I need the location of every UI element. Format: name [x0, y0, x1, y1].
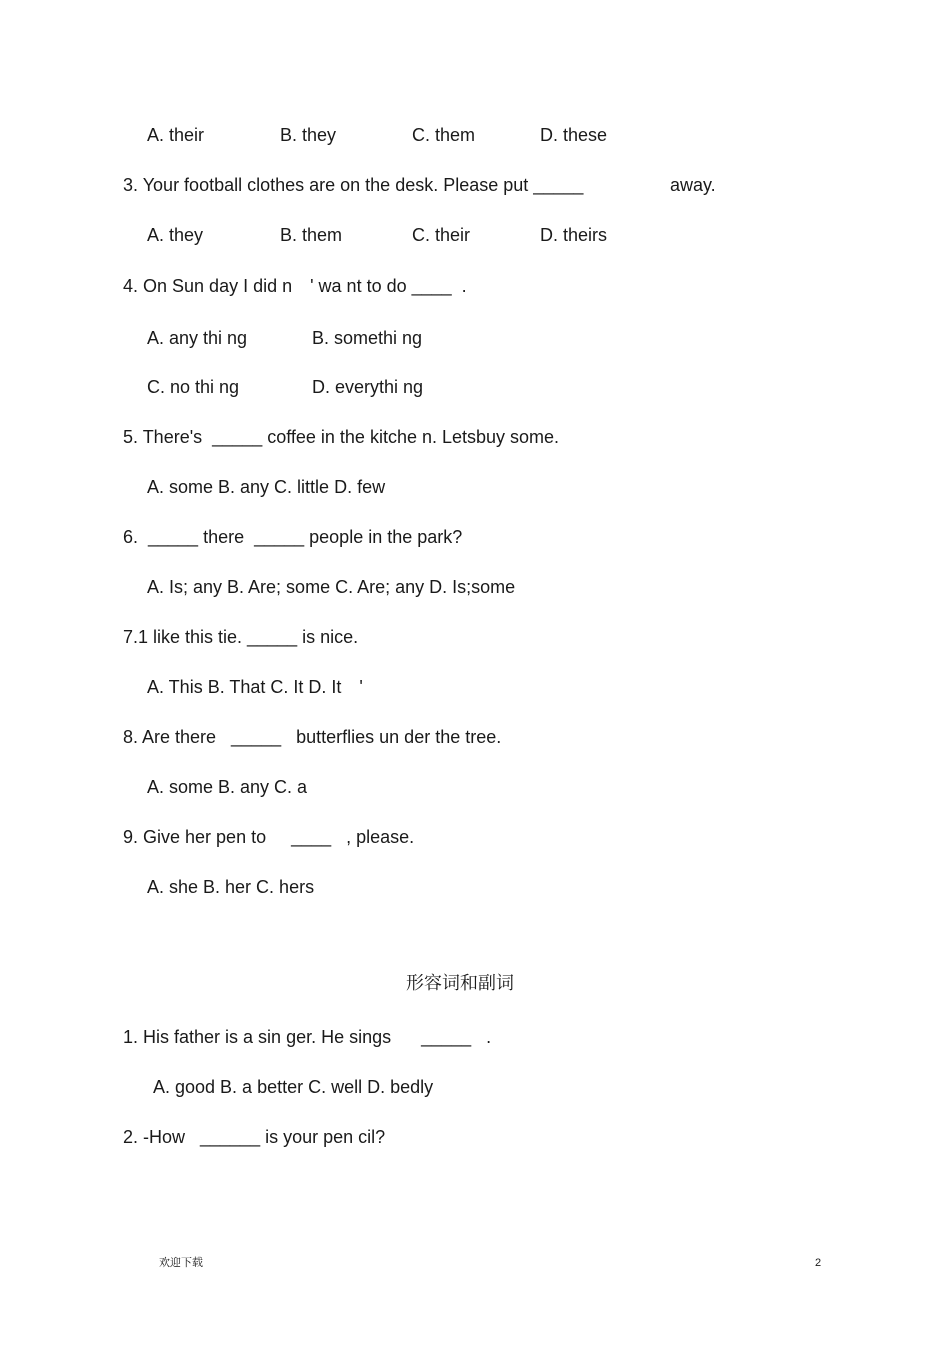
q4-option-c: C. no thi ng — [147, 377, 240, 397]
q2-option-c: C. them — [412, 125, 476, 145]
section-title: 形容词和副词 — [406, 973, 514, 994]
s2-q2-stem: 2. -How ______ is your pen cil? — [123, 1127, 386, 1147]
s2-q1-options: A. good B. a better C. well D. bedly — [153, 1077, 434, 1097]
q2-option-a: A. their — [147, 125, 205, 145]
q9-stem: 9. Give her pen to ____ , please. — [123, 827, 415, 847]
q2-option-d: D. these — [540, 125, 608, 145]
q3-stem: 3. Your football clothes are on the desk. Please put _____ — [123, 175, 584, 195]
q5-stem: 5. There's _____ coffee in the kitche n. Letsbuy some. — [123, 427, 560, 447]
q3-tail: away. — [670, 175, 716, 195]
q2-option-b: B. they — [280, 125, 337, 145]
q7-options: A. This B. That C. It D. It ' — [147, 677, 363, 697]
q5-options: A. some B. any C. little D. few — [147, 477, 386, 497]
q3-option-b: B. them — [280, 225, 343, 245]
q3-option-a: A. they — [147, 225, 204, 245]
s2-q1-stem: 1. His father is a sin ger. He sings _____ . — [123, 1027, 492, 1047]
footer-left-text: 欢迎下载 — [159, 1257, 203, 1269]
q4-option-d: D. everythi ng — [312, 377, 424, 397]
q8-options: A. some B. any C. a — [147, 777, 308, 797]
q9-options: A. she B. her C. hers — [147, 877, 315, 897]
q4-option-b: B. somethi ng — [312, 328, 423, 348]
q3-option-c: C. their — [412, 225, 471, 245]
q6-stem: 6. _____ there _____ people in the park? — [123, 527, 463, 547]
q3-option-d: D. theirs — [540, 225, 608, 245]
q8-stem: 8. Are there _____ butterflies un der the tree. — [123, 727, 502, 747]
q6-options: A. Is; any B. Are; some C. Are; any D. Is;some — [147, 577, 516, 597]
q4-stem: 4. On Sun day I did n ' wa nt to do ____ . — [123, 276, 467, 296]
q7-stem: 7.1 like this tie. _____ is nice. — [123, 627, 359, 647]
q4-option-a: A. any thi ng — [147, 328, 248, 348]
page-number: 2 — [815, 1257, 822, 1269]
